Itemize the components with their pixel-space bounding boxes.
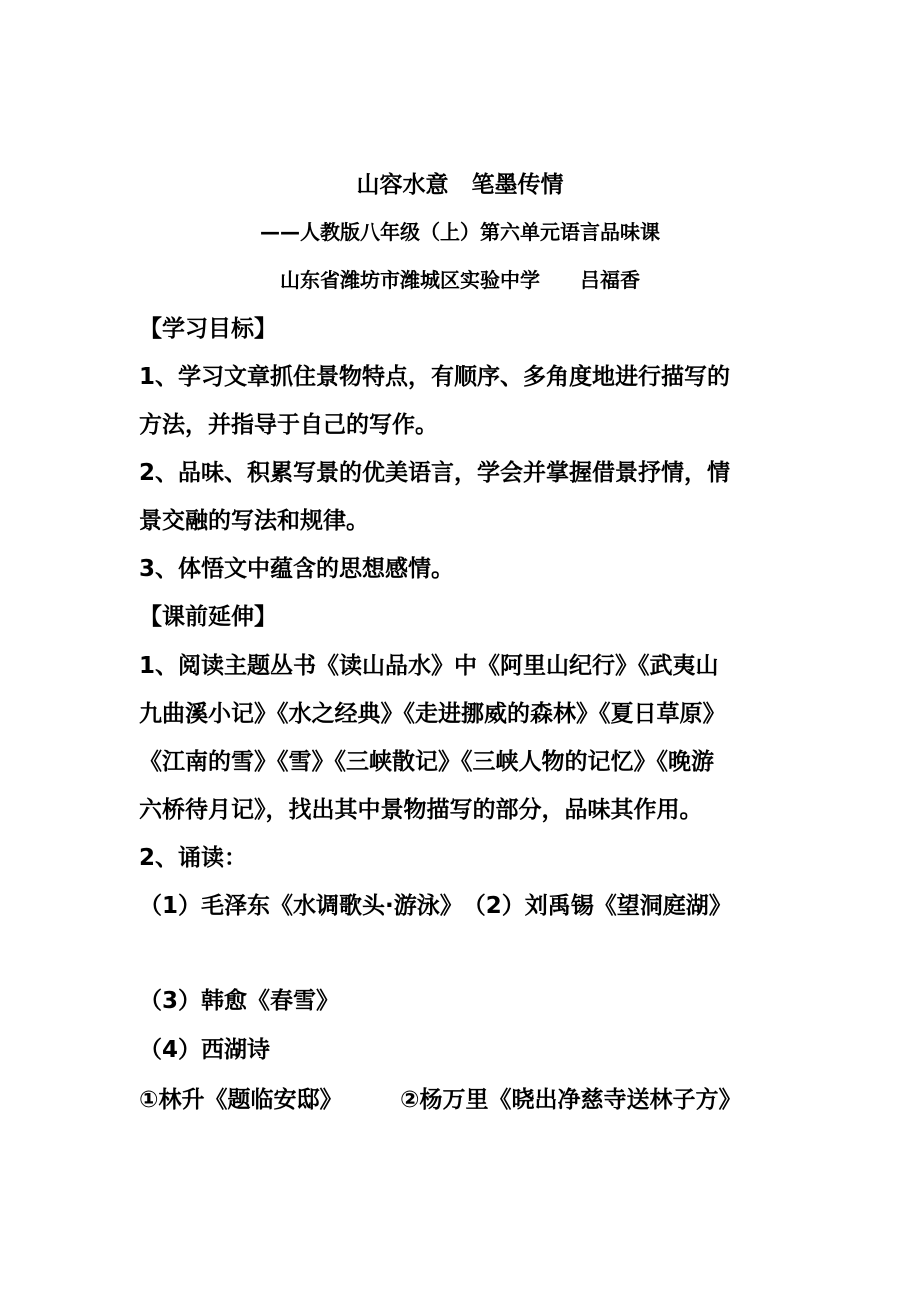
recitation-line: （1）毛泽东《水调歌头·游泳》 （2）刘禹锡《望洞庭湖》 xyxy=(139,893,732,919)
document-subtitle: ——人教版八年级（上）第六单元语言品味课 xyxy=(260,220,660,244)
extension-line: 《江南的雪》《雪》《三峡散记》《三峡人物的记忆》《晚游 xyxy=(139,749,714,775)
recitation-line: ①林升《题临安邸》 ②杨万里《晓出净慈寺送林子方》 xyxy=(139,1087,742,1113)
recitation-line: （4）西湖诗 xyxy=(139,1037,271,1063)
recitation-line: （3）韩愈《春雪》 xyxy=(139,988,340,1014)
objective-line: 1、学习文章抓住景物特点，有顺序、多角度地进行描写的 xyxy=(139,364,731,390)
objective-line: 景交融的写法和规律。 xyxy=(139,508,369,534)
extension-line: 2、诵读： xyxy=(139,845,248,871)
objective-line: 方法，并指导于自己的写作。 xyxy=(139,412,438,438)
extension-line: 1、阅读主题丛书《读山品水》中《阿里山纪行》《武夷山 xyxy=(139,653,719,679)
author-line: 山东省潍坊市潍城区实验中学 吕福香 xyxy=(280,268,640,292)
section-heading-extension: 【课前延伸】 xyxy=(139,604,277,630)
objective-line: 3、体悟文中蕴含的思想感情。 xyxy=(139,556,455,582)
extension-line: 六桥待月记》，找出其中景物描写的部分，品味其作用。 xyxy=(139,797,703,823)
extension-line: 九曲溪小记》《水之经典》《走进挪威的森林》《夏日草原》 xyxy=(139,701,726,727)
objective-line: 2、品味、积累写景的优美语言，学会并掌握借景抒情，情 xyxy=(139,460,731,486)
section-heading-objectives: 【学习目标】 xyxy=(139,316,277,342)
document-title: 山容水意 笔墨传情 xyxy=(356,172,564,198)
